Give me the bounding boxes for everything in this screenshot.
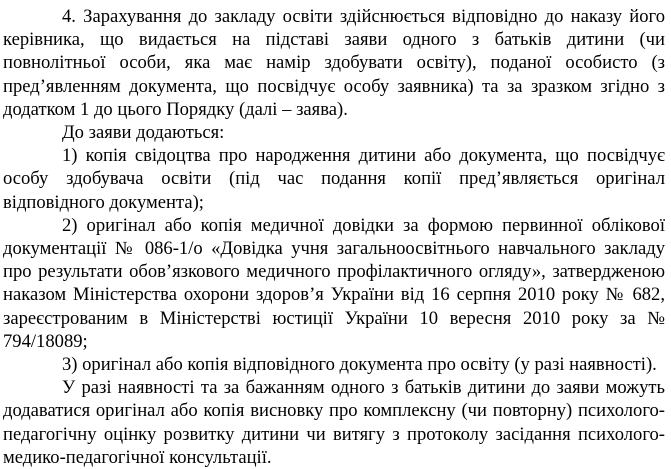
paragraph-item-3: 3) оригінал або копія відповідного документа про освіту (у разі наявності). bbox=[62, 354, 657, 376]
paragraph-optional: У разі наявності та за бажанням одного з батьків дитини до заяви можуть додаватися оригінал або копія висновку про комплексну (чи повторну) психолого-педагогічну оцінку розвитку дитини чи витягу з протоколу засідання психолого-медико-педагогічної консультації. bbox=[3, 377, 665, 468]
paragraph-attachments-intro: До заяви додаються: bbox=[62, 122, 225, 144]
paragraph-item-1: 1) копія свідоцтва про народження дитини або документа, що посвідчує особу здобувача освіти (під час подання копії пред’являється оригінал відповідного документа); bbox=[3, 145, 665, 213]
paragraph-enrollment: 4. Зарахування до закладу освіти здійснюється відповідно до наказу його керівника, що видається на підставі заяви одного з батьків дитини (чи повнолітньої особи, яка має намір здобувати освіту), поданої особисто (з пред’явленням документа, що посвідчує особу заявника) та за зразком згідно з додатком 1 до цього Порядку (далі – заява). bbox=[3, 6, 665, 120]
paragraph-item-2: 2) оригінал або копія медичної довідки за формою первинної облікової документації № 086-1/о «Довідка учня загальноосвітнього навчального закладу про результати обов’язкового медичного профілактичного огляду», затвердженою наказом Міністерства охорони здоров’я України від 16 серпня 2010 року № 682, зареєстрованим в Міністерстві юстиції України 10 вересня 2010 року за № 794/18089; bbox=[3, 214, 665, 352]
